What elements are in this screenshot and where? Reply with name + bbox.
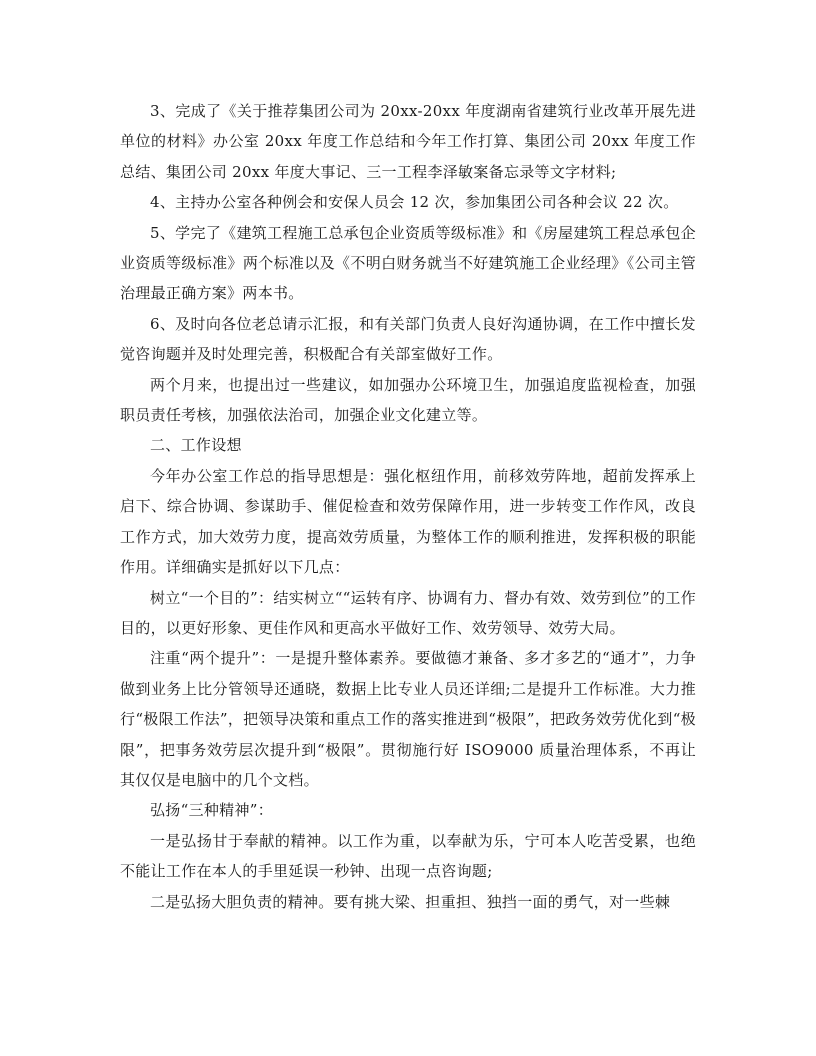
- paragraph-spirit-responsibility: 二是弘扬大胆负责的精神。要有挑大梁、担重担、独挡一面的勇气，对一些棘: [150, 892, 671, 911]
- paragraph-spirit-dedication: 一是弘扬甘于奉献的精神。以工作为重，以奉献为乐，宁可本人吃苦受累，也绝不能让工作在本人的手里延误一秒钟、出现一点咨询题;: [120, 831, 696, 881]
- paragraph-item-5-study: 5、学完了《建筑工程施工总承包企业资质等级标准》和《房屋建筑工程总承包企业资质等级标准》两个标准以及《不明白财务就当不好建筑施工企业经理》《公司主管治理最正确方案》两本书。: [120, 223, 696, 303]
- paragraph-three-spirits-heading: 弘扬“三种精神”：: [150, 801, 274, 820]
- paragraph-item-4-meetings: 4、主持办公室各种例会和安保人员会 12 次，参加集团公司各种会议 22 次。: [150, 193, 679, 212]
- paragraph-item-3-materials: 3、完成了《关于推荐集团公司为 20xx-20xx 年度湖南省建筑行业改革开展先进单位的材料》办公室 20xx 年度工作总结和今年工作打算、集团公司 20xx 年度工作总结、集团公司 20xx 年度大事记、三一工程李泽敏案备忘录等文字材料;: [120, 102, 696, 181]
- paragraph-one-goal: 树立“一个目的”：结实树立““运转有序、协调有力、督办有效、效劳到位”的工作目的，以更好形象、更佳作风和更高水平做好工作、效劳领导、效劳大局。: [120, 588, 696, 637]
- paragraph-suggestions: 两个月来，也提出过一些建议，如加强办公环境卫生，加强追度监视检查，加强职员责任考核，加强依法治司，加强企业文化建立等。: [120, 375, 696, 425]
- paragraph-item-6-coordination: 6、及时向各位老总请示汇报，和有关部门负责人良好沟通协调，在工作中擅长发觉咨询题并及时处理完善，积极配合有关部室做好工作。: [120, 314, 696, 364]
- paragraph-two-improvements: 注重“两个提升”：一是提升整体素养。要做德才兼备、多才多艺的“通才”，力争做到业务上比分管领导还通晓，数据上比专业人员还详细;二是提升工作标准。大力推行“极限工作法”，把领导决策和重点工作的落实推进到“极限”，把政务效劳优化到“极限”，把事务效劳层次提升到“极限”。贯彻施行好 ISO9000 质量治理体系，不再让其仅仅是电脑中的几个文档。: [120, 649, 696, 789]
- section-heading-work-plan: 二、工作设想: [150, 436, 242, 455]
- document-body: [120, 96, 696, 917]
- paragraph-guiding-idea: 今年办公室工作总的指导思想是：强化枢纽作用，前移效劳阵地，超前发挥承上启下、综合协调、参谋助手、催促检查和效劳保障作用，进一步转变工作作风，改良工作方式，加大效劳力度，提高效劳质量，为整体工作的顺利推进，发挥积极的职能作用。详细确实是抓好以下几点：: [120, 466, 696, 577]
